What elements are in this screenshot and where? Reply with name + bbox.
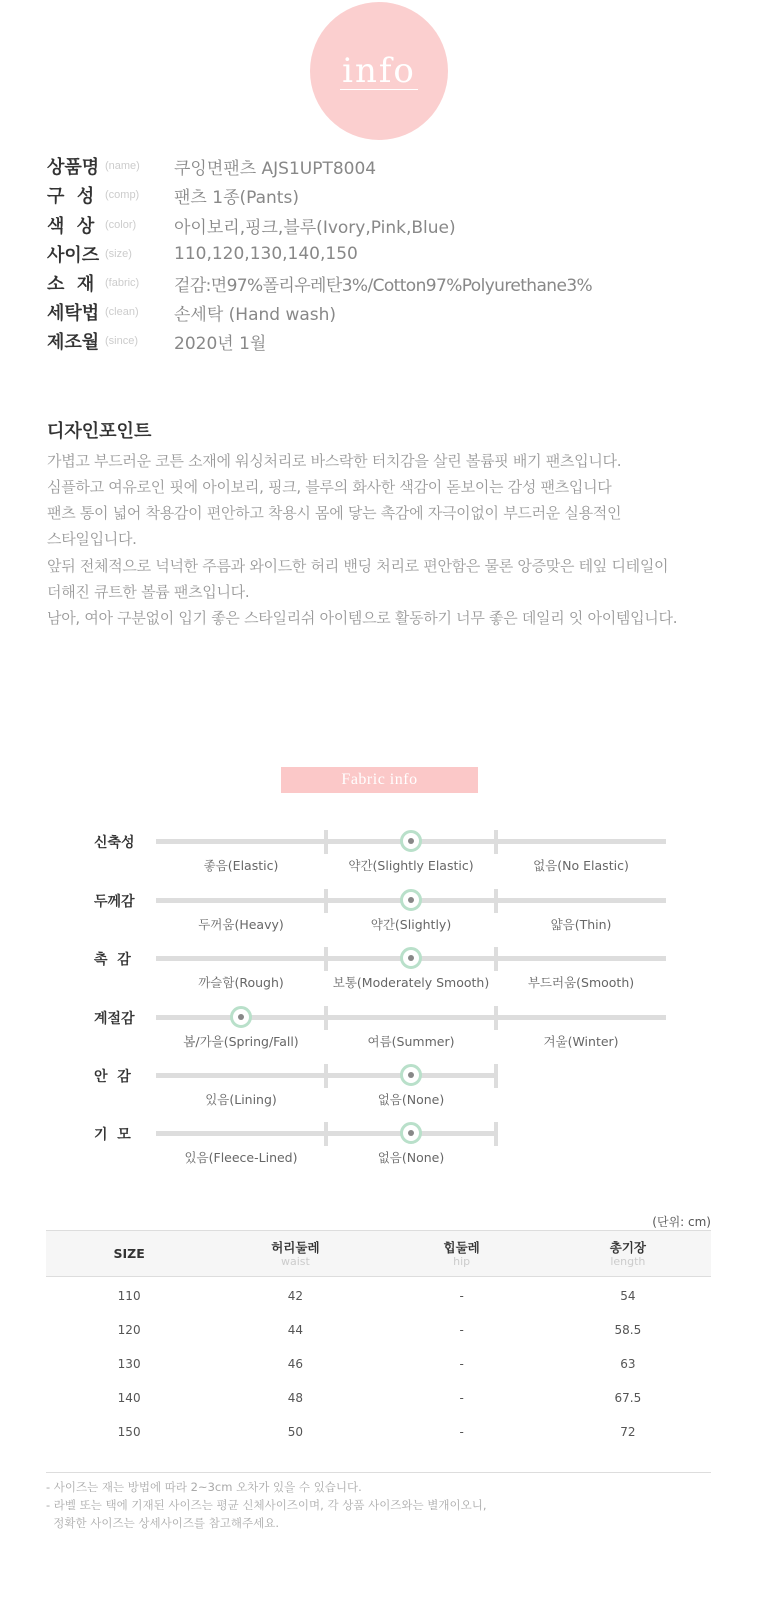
table-cell: 58.5 <box>614 1323 642 1337</box>
design-point-line: 남아, 여아 구분없이 입기 좋은 스타일리쉬 아이템으로 활동하기 너무 좋은 데일리 잇 아이템입니다. <box>47 609 678 627</box>
table-cell: 42 <box>287 1289 304 1303</box>
scale-tick <box>324 889 328 913</box>
header-sub-label: length <box>610 1254 646 1268</box>
scale-option: 없음(None) <box>377 1092 445 1107</box>
spec-value: 겉감:면97%폴리우레탄3%/Cotton97%Polyurethane3% <box>174 275 593 296</box>
scale-tick <box>494 830 498 854</box>
table-cell: - <box>459 1323 464 1337</box>
spec-sub: (comp) <box>105 189 140 201</box>
spec-row-fabric <box>47 270 592 296</box>
spec-sub: (size) <box>105 248 132 260</box>
spec-label: 세탁법 <box>47 303 100 324</box>
scale-tick <box>494 1006 498 1030</box>
header-cell-hip <box>379 1231 545 1276</box>
scale-tick <box>324 947 328 971</box>
table-cell: - <box>459 1391 464 1405</box>
footnote: - 사이즈는 재는 방법에 따라 2~3cm 오차가 있을 수 있습니다. <box>46 1480 362 1494</box>
spec-label: 상품명 <box>47 157 100 178</box>
spec-row-size <box>47 241 358 267</box>
table-cell: 50 <box>287 1425 304 1439</box>
design-point-line: 스타일입니다. <box>47 530 137 548</box>
table-bottom-divider <box>46 1472 711 1473</box>
table-cell: 63 <box>620 1357 636 1371</box>
scale-tick <box>324 1122 328 1146</box>
fabric-info-banner <box>281 767 478 793</box>
scale-option: 보통(Moderately Smooth) <box>332 975 490 990</box>
design-point-line: 더해진 큐트한 볼륨 팬츠입니다. <box>47 583 250 601</box>
scale-tick <box>324 1064 328 1088</box>
scale-selected-marker <box>400 830 422 852</box>
scale-tick <box>324 1006 328 1030</box>
design-point-line: 가볍고 부드러운 코튼 소재에 워싱처리로 바스락한 터치감을 살린 볼륨핏 배기 팬츠입니다. <box>47 452 622 470</box>
scale-label: 신축성 <box>94 835 135 851</box>
scale-option: 없음(No Elastic) <box>533 858 629 873</box>
table-row <box>46 1415 711 1449</box>
spec-sub: (fabric) <box>105 277 140 289</box>
scale-option: 있음(Fleece-Lined) <box>184 1150 298 1165</box>
table-cell: 46 <box>287 1357 304 1371</box>
scale-option: 약간(Slightly Elastic) <box>348 858 474 873</box>
header-cell-waist <box>212 1231 378 1276</box>
table-row <box>46 1279 711 1313</box>
size-table-header <box>46 1230 711 1277</box>
table-row <box>46 1347 711 1381</box>
scale-label: 촉 감 <box>94 952 131 968</box>
design-point-line: 팬츠 통이 넓어 착용감이 편안하고 착용시 몸에 닿는 촉감에 자극이없이 부드러운 실용적인 <box>47 504 622 522</box>
table-cell: 110 <box>117 1289 141 1303</box>
spec-sub: (clean) <box>105 306 139 318</box>
spec-sub: (color) <box>105 219 137 231</box>
spec-sub: (since) <box>105 335 139 347</box>
table-cell: - <box>459 1425 464 1439</box>
spec-value: 쿠잉면팬츠 AJS1UPT8004 <box>174 158 377 179</box>
table-cell: 150 <box>117 1425 141 1439</box>
info-badge <box>310 2 448 140</box>
scale-tick <box>494 1064 498 1088</box>
scale-tick <box>494 1122 498 1146</box>
fabric-info-title: Fabric info <box>341 771 418 788</box>
spec-value: 2020년 1월 <box>174 333 267 354</box>
design-point-line: 심플하고 여유로인 핏에 아이보리, 핑크, 블루의 화사한 색감이 돋보이는 감성 팬츠입니다 <box>47 478 612 496</box>
scale-label: 기 모 <box>94 1127 131 1143</box>
spec-value: 팬츠 1종(Pants) <box>174 187 299 208</box>
scale-option: 두꺼움(Heavy) <box>198 917 284 932</box>
scale-option: 여름(Summer) <box>367 1034 455 1049</box>
spec-row-color <box>47 212 456 238</box>
spec-label: 소 재 <box>47 274 95 295</box>
spec-value: 손세탁 (Hand wash) <box>174 304 337 325</box>
spec-value: 아이보리,핑크,블루(Ivory,Pink,Blue) <box>174 217 456 238</box>
spec-sub: (name) <box>105 160 140 172</box>
scale-tick <box>494 947 498 971</box>
header-cell-length <box>545 1231 711 1276</box>
footnote: 정확한 사이즈는 상세사이즈를 참고해주세요. <box>46 1516 280 1530</box>
spec-row-clean <box>47 299 336 325</box>
scale-selected-marker <box>400 1064 422 1086</box>
table-cell: 72 <box>620 1425 636 1439</box>
header-label: 허리둘레 <box>271 1239 320 1255</box>
scale-selected-marker <box>230 1006 252 1028</box>
header-sub-label: waist <box>280 1254 310 1268</box>
scale-selected-marker <box>400 889 422 911</box>
info-title: info <box>342 50 416 91</box>
scale-label: 계절감 <box>94 1011 135 1027</box>
scale-option: 봄/가을(Spring/Fall) <box>183 1034 299 1049</box>
table-cell: 48 <box>287 1391 304 1405</box>
header-label: 힙둘레 <box>443 1239 480 1255</box>
scale-option: 좋음(Elastic) <box>203 858 279 873</box>
spec-label: 색 상 <box>47 216 95 237</box>
table-cell: - <box>459 1357 464 1371</box>
unit-note: (단위: cm) <box>652 1215 711 1229</box>
scale-tick <box>324 830 328 854</box>
scale-option: 겨울(Winter) <box>543 1034 619 1049</box>
size-table <box>46 1230 711 1449</box>
spec-row-name <box>47 153 376 179</box>
scale-option: 없음(None) <box>377 1150 445 1165</box>
table-cell: 44 <box>287 1323 304 1337</box>
table-row <box>46 1381 711 1415</box>
spec-label: 제조월 <box>47 332 100 353</box>
design-point-title: 디자인포인트 <box>47 421 152 442</box>
table-cell: 140 <box>117 1391 141 1405</box>
table-cell: - <box>459 1289 464 1303</box>
header-cell-size <box>46 1231 212 1276</box>
scale-option: 약간(Slightly) <box>370 917 452 932</box>
spec-row-since <box>47 328 266 354</box>
header-label: SIZE <box>113 1246 145 1261</box>
scale-label: 두께감 <box>94 894 135 910</box>
scale-tick <box>494 889 498 913</box>
design-point-line: 앞뒤 전체적으로 넉넉한 주름과 와이드한 허리 밴딩 처리로 편안함은 물론 앙증맞은 테잎 디테일이 <box>47 557 669 575</box>
scale-selected-marker <box>400 1122 422 1144</box>
scale-label: 안 감 <box>94 1069 131 1085</box>
spec-label: 구 성 <box>47 186 95 207</box>
header-label: 총기장 <box>609 1239 646 1255</box>
spec-value: 110,120,130,140,150 <box>174 244 358 264</box>
scale-selected-marker <box>400 947 422 969</box>
header-sub-label: hip <box>453 1254 471 1268</box>
scale-option: 있음(Lining) <box>205 1092 277 1107</box>
table-cell: 54 <box>620 1289 636 1303</box>
table-row <box>46 1313 711 1347</box>
scale-option: 얇음(Thin) <box>550 917 612 932</box>
table-cell: 120 <box>117 1323 141 1337</box>
table-cell: 130 <box>117 1357 141 1371</box>
spec-label: 사이즈 <box>47 245 100 266</box>
table-cell: 67.5 <box>614 1391 642 1405</box>
spec-row-comp <box>47 182 299 208</box>
footnote: - 라벨 또는 택에 기재된 사이즈는 평균 신체사이즈이며, 각 상품 사이즈와는 별개이오니, <box>46 1498 487 1512</box>
scale-option: 부드러움(Smooth) <box>527 975 635 990</box>
scale-option: 까슬함(Rough) <box>198 975 284 990</box>
